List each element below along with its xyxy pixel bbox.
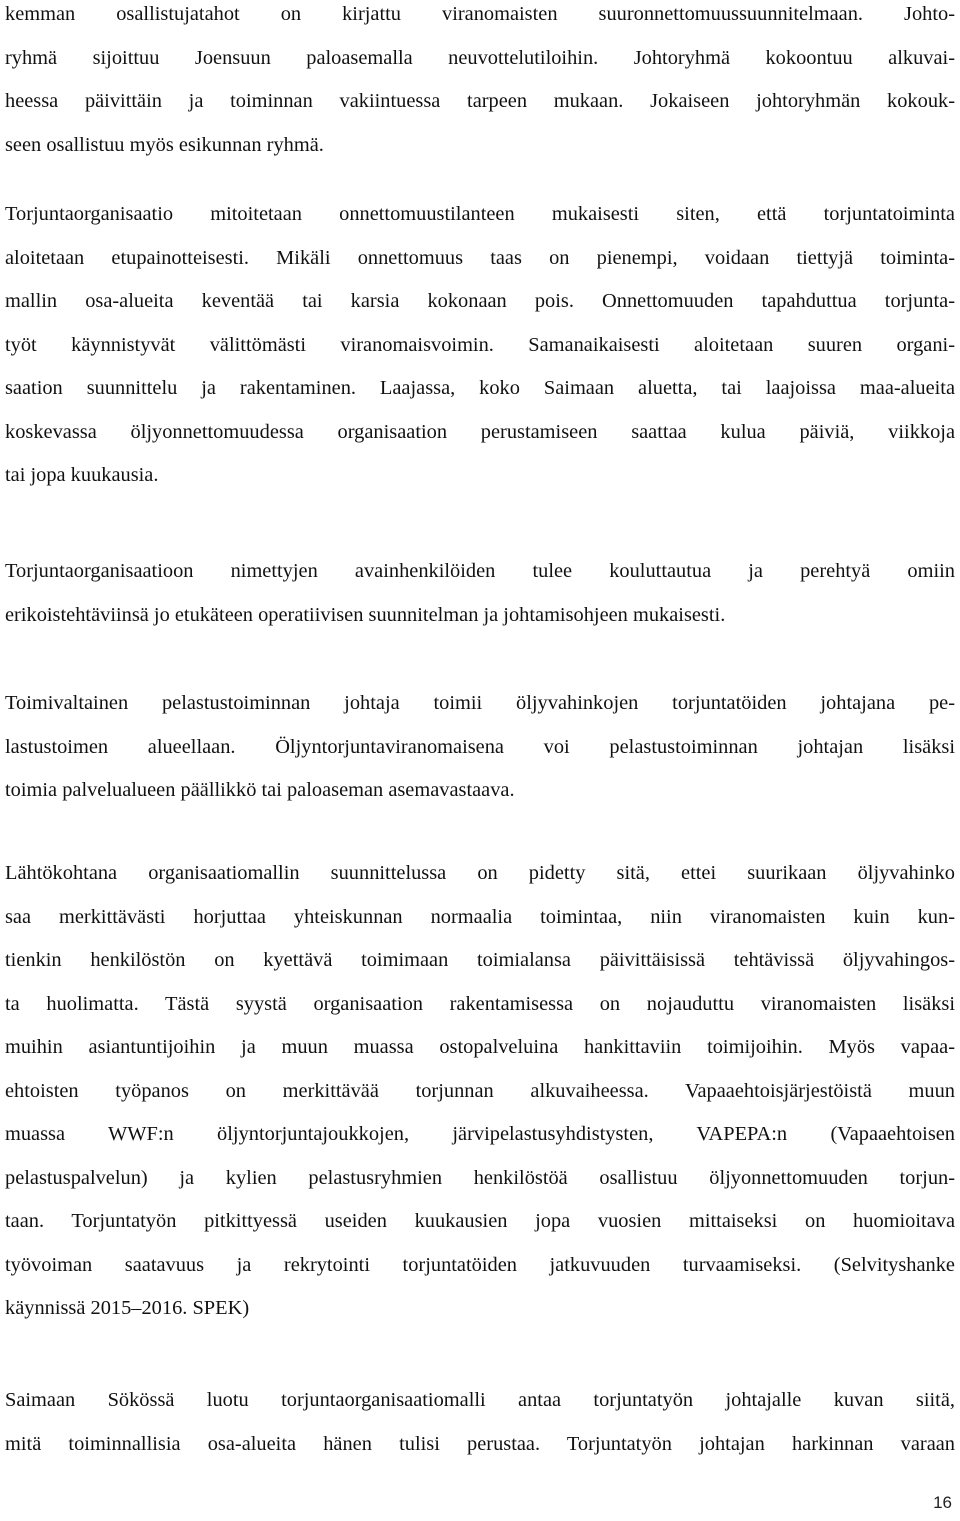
text-line: työvoiman saatavuus ja rekrytointi torjuntatöiden jatkuvuuden turvaamiseksi. (Selvityshanke xyxy=(5,1253,955,1276)
text-line: muihin asiantuntijoihin ja muun muassa ostopalveluina hankittaviin toimijoihin. Myös vapaa- xyxy=(5,1036,955,1058)
paragraph-torjuntaorganisaatio xyxy=(5,193,955,498)
text-line: koskevassa öljyonnettomuudessa organisaation perustamiseen saattaa kulua päiviä, viikkoja xyxy=(5,420,955,443)
text-line: muassa WWF:n öljyntorjuntajoukkojen, järvipelastusyhdistysten, VAPEPA:n (Vapaaehtoisen xyxy=(5,1123,955,1145)
paragraph-lahtokohtana xyxy=(5,852,955,1331)
text-line: lastustoimen alueellaan. Öljyntorjuntaviranomaisena voi pelastustoiminnan johtajan lisäksi xyxy=(5,735,955,758)
text-line: tai jopa kuukausia. xyxy=(5,464,159,486)
text-line: mallin osa-alueita keventää tai karsia kokonaan pois. Onnettomuuden tapahduttua torjunta- xyxy=(5,290,955,312)
page-number: 16 xyxy=(933,1493,952,1512)
text-line: tienkin henkilöstön on kyettävä toimimaan toimialansa päivittäisissä tehtävissä öljyvahingos- xyxy=(5,949,955,971)
text-line: Torjuntaorganisaatio mitoitetaan onnettomuustilanteen mukaisesti siten, että torjuntatoiminta xyxy=(5,203,955,225)
text-line: kemman osallistujatahot on kirjattu viranomaisten suuronnettomuussuunnitelmaan. Johto- xyxy=(5,3,955,25)
text-line: saa merkittävästi horjuttaa yhteiskunnan normaalia toimintaa, niin viranomaisten kuin kun- xyxy=(5,905,955,928)
text-line: työt käynnistyvät välittömästi viranomaisvoimin. Samanaikaisesti aloitetaan suuren organi- xyxy=(5,333,955,356)
text-line: Lähtökohtana organisaatiomallin suunnittelussa on pidetty sitä, ettei suurikaan öljyvahinko xyxy=(5,862,955,884)
text-line: Torjuntaorganisaatioon nimettyjen avainhenkilöiden tulee kouluttautua ja perehtyä omiin xyxy=(5,560,955,582)
text-line: ehtoisten työpanos on merkittävää torjunnan alkuvaiheessa. Vapaaehtoisjärjestöistä muun xyxy=(5,1079,955,1102)
text-line: Toimivaltainen pelastustoiminnan johtaja toimii öljyvahinkojen torjuntatöiden johtajana pe- xyxy=(5,692,955,714)
text-line: saation suunnittelu ja rakentaminen. Laajassa, koko Saimaan aluetta, tai laajoissa maa-alueita xyxy=(5,377,955,399)
paragraph-avainhenkilot xyxy=(5,550,955,637)
text-line: käynnissä 2015–2016. SPEK) xyxy=(5,1297,250,1319)
paragraph-saimaan-sokko xyxy=(5,1379,955,1466)
text-line: heessa päivittäin ja toiminnan vakiintuessa tarpeen mukaan. Jokaiseen johtoryhmän kokouk- xyxy=(5,90,955,112)
text-line: toimia palvelualueen päällikkö tai paloaseman asemavastaava. xyxy=(5,779,515,801)
text-line: ryhmä sijoittuu Joensuun paloasemalla neuvottelutiloihin. Johtoryhmä kokoontuu alkuvai- xyxy=(5,46,955,69)
text-line: mitä toiminnallisia osa-alueita hänen tulisi perustaa. Torjuntatyön johtajan harkinnan varaan xyxy=(5,1432,955,1455)
text-line: taan. Torjuntatyön pitkittyessä useiden kuukausien jopa vuosien mittaiseksi on huomioitava xyxy=(5,1210,955,1232)
paragraph-toimivaltainen xyxy=(5,682,955,813)
text-line: ta huolimatta. Tästä syystä organisaation rakentamisessa on nojauduttu viranomaisten lisäksi xyxy=(5,992,955,1015)
text-line: seen osallistuu myös esikunnan ryhmä. xyxy=(5,133,324,156)
text-line: pelastuspalvelun) ja kylien pelastusryhmien henkilöstöä osallistuu öljyonnettomuuden torjun- xyxy=(5,1166,955,1189)
text-line: aloitetaan etupainotteisesti. Mikäli onnettomuus taas on pienempi, voidaan tiettyjä toiminta- xyxy=(5,246,955,269)
text-line: Saimaan Sökössä luotu torjuntaorganisaatiomalli antaa torjuntatyön johtajalle kuvan siitä, xyxy=(5,1389,955,1411)
text-line: erikoistehtäviinsä jo etukäteen operatiivisen suunnitelman ja johtamisohjeen mukaisesti. xyxy=(5,603,726,626)
paragraph-johtoryhma xyxy=(5,0,955,167)
